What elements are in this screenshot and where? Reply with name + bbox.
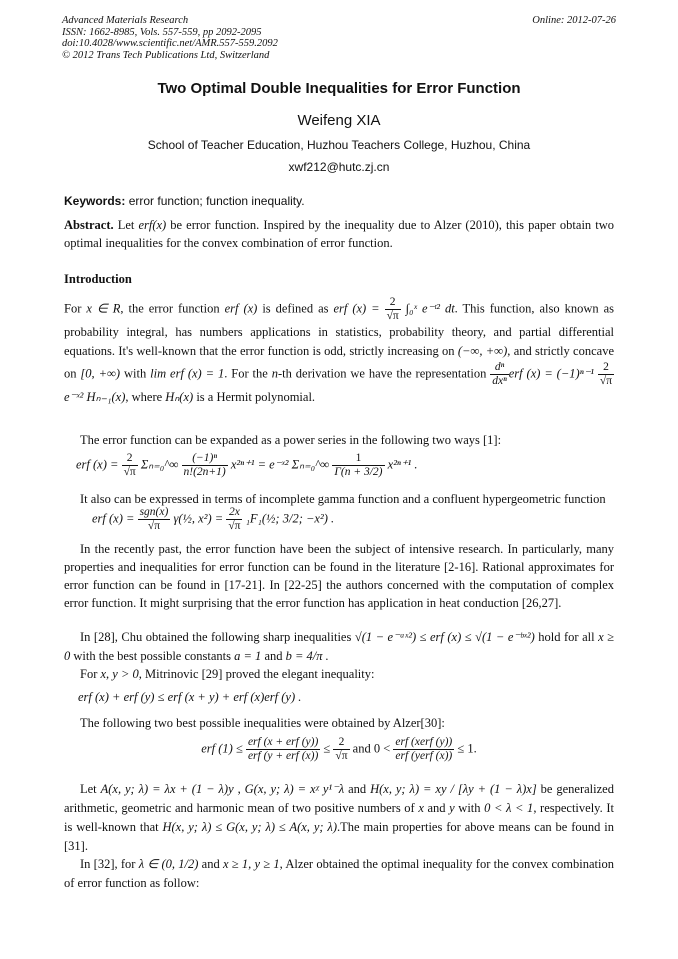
- math-xy-positive: x, y > 0: [100, 667, 139, 681]
- p5-c: with the best possible constants: [70, 649, 235, 663]
- math-y: y: [449, 801, 455, 815]
- intro-heading: [64, 270, 614, 288]
- journal-header: [62, 15, 278, 61]
- alzer2-frac: [393, 736, 454, 763]
- frac-den: √π: [228, 520, 241, 532]
- series-lhs: erf (x) =: [76, 457, 119, 472]
- alzer2-tail: ≤ 1.: [457, 741, 477, 756]
- journal-name: Advanced Materials Research: [62, 15, 189, 26]
- series-tail: x²ⁿ⁺¹ .: [387, 457, 418, 472]
- frac-den: erf (y + erf (x)): [247, 750, 319, 762]
- alzer-inequalities: [64, 736, 614, 763]
- p1-g: . For the: [224, 366, 272, 381]
- abstract-text-b: be error function. Inspired by the inequality due to Alzer (2010), this paper obtain two optimal inequalities for the convex combination of error function.: [64, 218, 614, 250]
- frac-den: √π: [123, 466, 136, 478]
- mitrinovic-inequality: erf (x) + erf (y) ≤ erf (x + y) + erf (x)erf (y) .: [78, 690, 302, 704]
- intro-paragraph-8: [64, 780, 614, 856]
- abstract-fn: erf(x): [138, 218, 167, 232]
- series-frac-1: [182, 452, 228, 479]
- frac-num: sgn(x): [139, 506, 169, 518]
- affiliation: School of Teacher Education, Huzhou Teachers College, Huzhou, China: [147, 138, 531, 152]
- frac-den: √π: [147, 520, 161, 532]
- frac-den: n!(2n+1): [183, 466, 226, 478]
- author-email: xwf212@hutc.zj.cn: [288, 160, 390, 174]
- math-integral: ∫₀ˣ e⁻ᵗ² dt: [405, 301, 455, 316]
- frac-den: dxⁿ: [492, 375, 507, 387]
- frac-den: √π: [386, 310, 399, 322]
- math-mean-g: G(x, y; λ) = xᵡ y¹⁻λ: [244, 782, 345, 796]
- math-lambda-range: 0 < λ < 1: [484, 801, 534, 815]
- frac-den: √π: [599, 375, 613, 387]
- p1-a: For: [64, 301, 87, 316]
- p1-e: , and strictly concave on: [64, 344, 614, 381]
- paper-title: Two Optimal Double Inequalities for Error Function: [157, 80, 521, 97]
- abstract-text-a: Let: [113, 218, 139, 232]
- math-lambda-half: λ ∈ (0, 1/2): [138, 857, 199, 871]
- frac-num: erf (xerf (y)): [395, 736, 453, 748]
- gamma-lhs: erf (x) =: [92, 511, 135, 526]
- math-deriv-tail: e⁻ˣ² Hₙ₋₁(x): [64, 390, 126, 404]
- p1-d: . This function, also known as probability integral, has numbers applications in statistics, probability theory, and partial differential equations. It's well-known that the error function is odd, strictly increasing on: [64, 301, 615, 358]
- intro-paragraph-6: [64, 665, 614, 683]
- frac-den: Γ(n + 3/2): [334, 466, 383, 478]
- keywords-label: Keywords:: [64, 194, 126, 208]
- p9-c: , Alzer obtained the optimal inequality for the convex combination of error function as follow:: [64, 857, 614, 890]
- alzer1-lhs: erf (1) ≤: [201, 741, 243, 756]
- p8-f: , respectively. It is well-known that: [64, 801, 614, 834]
- math-a-1: a = 1: [234, 649, 262, 663]
- frac-num: (−1)ⁿ: [182, 452, 228, 466]
- alzer-and: and 0 <: [352, 741, 391, 756]
- gamma-tail: ₁F₁(½; 3/2; −x²) .: [245, 511, 335, 526]
- p8-e: with: [454, 801, 485, 815]
- math-deriv-rhs: erf (x) = (−1)ⁿ⁻¹: [508, 366, 594, 381]
- frac-num: 2: [598, 361, 614, 375]
- author-name: Weifeng XIA: [297, 112, 381, 129]
- intro-paragraph-2: The error function can be expanded as a power series in the following two ways [1]:: [80, 433, 502, 447]
- frac-num: erf (x + erf (y)): [247, 736, 319, 748]
- frac-den: √π: [335, 750, 348, 762]
- math-mean-h: H(x, y; λ) = xy / [λy + (1 − λ)x]: [370, 782, 537, 796]
- intro-paragraph-9: [64, 855, 614, 893]
- p8-c: be generalized arithmetic, geometric and harmonic mean of two positive numbers of: [64, 782, 614, 815]
- frac-den: erf (yerf (x)): [395, 750, 453, 762]
- math-x: x: [418, 801, 424, 815]
- p1-j: is a Hermit polynomial.: [193, 390, 316, 404]
- math-erf-x: erf (x): [224, 301, 258, 316]
- gamma-frac-sgn: [138, 506, 171, 533]
- p9-b: and: [198, 857, 223, 871]
- intro-paragraph-4: In the recently past, the error function have been the subject of intensive research. In particularly, many properties and inequalities for error function can be found in the literature [2-16]. Rational approximates for error function can be found in [17-21]. In [22-25] the authors concerned with the computation of complex error function. It might surprising that the error function has application in heat conduction [26,27].: [64, 542, 614, 610]
- series-equation: [64, 452, 626, 479]
- series-mid: x²ⁿ⁺¹ = e⁻ˣ² Σₙ₌₀^∞: [230, 457, 330, 472]
- series-frac-2-sqrtpi: [122, 452, 138, 479]
- math-limit: lim erf (x) = 1: [150, 366, 225, 381]
- math-interval-open: (−∞, +∞): [457, 344, 508, 358]
- math-comma: ,: [237, 782, 241, 796]
- abstract: [64, 216, 614, 252]
- alzer1-frac: [246, 736, 320, 763]
- keywords-text: error function; function inequality.: [128, 194, 305, 208]
- intro-heading-text: Introduction: [64, 272, 132, 286]
- p5-b: hold for all: [534, 630, 599, 644]
- series-sum-1: Σₙ₌₀^∞: [140, 457, 179, 472]
- p6-a: For: [80, 667, 101, 681]
- math-xy-ge-1: x ≥ 1, y ≥ 1: [222, 857, 280, 871]
- p9-a: In [32], for: [80, 857, 139, 871]
- intro-paragraph-5: [64, 628, 614, 666]
- frac-num: 2: [333, 736, 349, 750]
- math-hga: H(x, y; λ) ≤ G(x, y; λ) ≤ A(x, y; λ): [162, 820, 338, 834]
- alzer1-le: ≤: [323, 741, 331, 756]
- series-frac-2: [332, 452, 384, 479]
- p8-g: .The main properties for above means can be found in [31].: [64, 820, 615, 853]
- frac-2-sqrtpi-b: [598, 361, 614, 388]
- math-mean-a: A(x, y; λ) = λx + (1 − λ)y: [100, 782, 234, 796]
- p6-b: , Mitrinovic [29] proved the elegant inequality:: [138, 667, 375, 681]
- p1-c: is defined as: [257, 301, 334, 316]
- intro-paragraph-1: [64, 296, 614, 407]
- doi-line: doi:10.4028/www.scientific.net/AMR.557-559.2092: [62, 38, 278, 49]
- p8-b: and: [344, 782, 371, 796]
- math-erf-def-lhs: erf (x) =: [333, 301, 380, 316]
- frac-dn-dxn: [490, 361, 508, 388]
- p1-h: -th derivation we have the representation: [277, 366, 491, 381]
- gamma-mid: γ(½, x²) =: [173, 511, 224, 526]
- alzer1-frac-2-sqrtpi: [333, 736, 349, 763]
- intro-paragraph-7: The following two best possible inequalities were obtained by Alzer[30]:: [80, 716, 445, 730]
- p1-i: , where: [125, 390, 166, 404]
- frac-num: 1: [332, 452, 384, 466]
- gamma-frac-2x: [226, 506, 242, 533]
- frac-2-sqrtpi: [385, 296, 401, 323]
- p8-d: and: [423, 801, 450, 815]
- frac-num: 2: [385, 296, 401, 310]
- frac-num: 2x: [226, 506, 242, 520]
- p1-b: , the error function: [120, 301, 225, 316]
- p8-a: Let: [80, 782, 101, 796]
- math-x-ge-0: x ≥ 0: [64, 630, 614, 663]
- gamma-equation: [64, 506, 642, 533]
- p5-d: and: [261, 649, 286, 663]
- math-interval-half: [0, +∞): [80, 366, 121, 381]
- math-n: n: [271, 366, 278, 381]
- math-chu-inequality: √(1 − e⁻ᵃˣ²) ≤ erf (x) ≤ √(1 − e⁻ᵇˣ²): [354, 630, 535, 644]
- intro-paragraph-3: It also can be expressed in terms of incomplete gamma function and a confluent hypergeometric function: [80, 492, 606, 506]
- math-hn: Hₙ(x): [165, 390, 194, 404]
- p1-f: with: [120, 366, 151, 381]
- p5-a: In [28], Chu obtained the following sharp inequalities: [80, 630, 355, 644]
- math-b-4-pi: b = 4/π .: [285, 649, 329, 663]
- keywords: [64, 194, 305, 208]
- online-date: Online: 2012-07-26: [532, 15, 616, 26]
- frac-num: dⁿ: [490, 361, 508, 375]
- copyright-line: © 2012 Trans Tech Publications Ltd, Switzerland: [62, 49, 270, 61]
- issn-line: ISSN: 1662-8985, Vols. 557-559, pp 2092-2095: [62, 26, 262, 38]
- abstract-label: Abstract.: [64, 218, 114, 232]
- frac-num: 2: [122, 452, 138, 466]
- math-x-in-r: x ∈ R: [86, 301, 121, 316]
